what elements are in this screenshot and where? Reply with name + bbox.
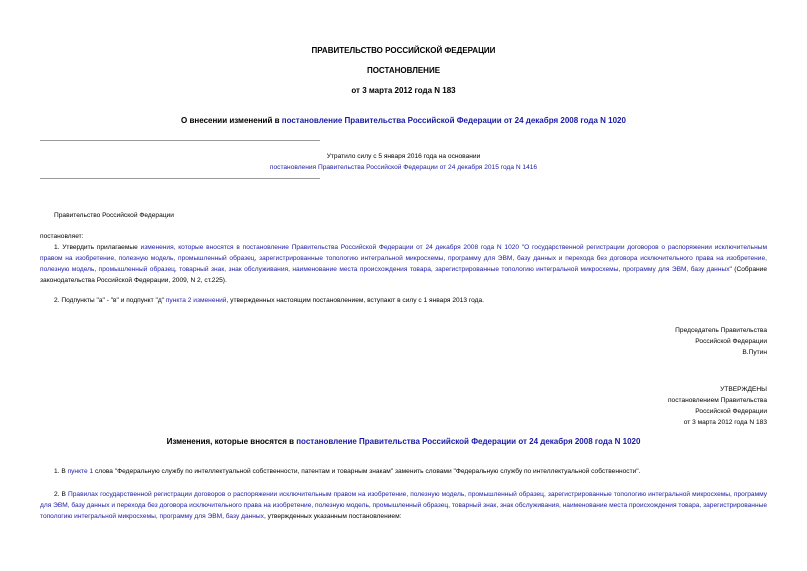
approval-line-3: Российской Федерации <box>695 408 767 415</box>
repeal-note: Утратило силу с 5 января 2016 года на основании <box>326 153 481 160</box>
signature-position: Председатель Правительства <box>675 327 767 334</box>
approval-block <box>467 384 767 428</box>
paragraph-1 <box>40 242 767 286</box>
changes-title-link[interactable]: постановление Правительства Российской Федерации от 24 декабря 2008 года N 1020 <box>296 437 641 446</box>
approval-label: УТВЕРЖДЕНЫ <box>720 386 767 393</box>
signature-name: В.Путин <box>742 349 767 356</box>
document-title <box>0 116 807 125</box>
government-heading: ПРАВИТЕЛЬСТВО РОССИЙСКОЙ ФЕДЕРАЦИИ <box>311 46 496 55</box>
government-subject: Правительство Российской Федерации <box>54 212 174 219</box>
approval-date: от 3 марта 2012 года N 183 <box>683 419 767 426</box>
repeal-note-source <box>0 164 807 171</box>
signature-country: Российской Федерации <box>695 338 767 345</box>
document-title-prefix: О внесении изменений в <box>181 116 282 125</box>
paragraph-2-start: 2. Подпункты "а" - "в" и подпункт "д" <box>54 297 166 304</box>
change-2 <box>40 489 767 522</box>
paragraph-1-start: 1. Утвердить прилагаемые <box>54 244 141 251</box>
changes-title <box>0 437 807 446</box>
paragraph-2-end: , утвержденных настоящим постановлением, вступают в силу с 1 января 2013 года. <box>226 297 484 304</box>
paragraph-2-link[interactable]: пункта 2 изменений <box>165 297 227 304</box>
repeal-source-link[interactable]: постановления Правительства Российской Федерации от 24 декабря 2015 года N 1416 <box>269 164 538 171</box>
divider-bottom <box>40 178 320 179</box>
signature-block <box>467 325 767 358</box>
document-date: от 3 марта 2012 года N 183 <box>351 86 456 95</box>
document-type: ПОСТАНОВЛЕНИЕ <box>366 66 441 75</box>
document-title-link[interactable]: постановление Правительства Российской Федерации от 24 декабря 2008 года N 1020 <box>281 116 626 125</box>
change-2-link[interactable]: Правилах государственной регистрации договоров о распоряжении исключительным правом на изобретение, полезную модель, промышленный образец, зарегистрированные топологию интегральной микросхемы, программу для ЭВМ, базу данных и перехода без договора исключительного права на изобретение, полезную модель, промышленный образец, товарный знак, знак обслуживания, наименование места происхождения товара, зарегистрированные топологию интегральной микросхемы, программу для ЭВМ, базу данных <box>40 491 768 520</box>
divider-top <box>40 140 320 141</box>
change-2-start: 2. В <box>54 491 68 498</box>
paragraph-1-end: " (Собрание законодательства Российской Федерации, 2009, N 2, ст.225). <box>40 266 768 284</box>
paragraph-1-link[interactable]: изменения, которые вносятся в постановление Правительства Российской Федерации от 24 декабря 2008 года N 1020 "О государственной регистрации договоров о распоряжении исключительным правом на изобретение, полезную модель, промышленный образец, зарегистрированные топологию интегральной микросхемы, программу для ЭВМ, базу данных и перехода без договора исключительного права на изобретение, полезную модель, промышленный образец, товарный знак, знак обслуживания, наименование места происхождения товара, зарегистрированные топологию интегральной микросхемы, программу для ЭВМ, базу данных <box>40 244 767 273</box>
approval-line-2: постановлением Правительства <box>667 397 767 404</box>
paragraph-2 <box>40 295 767 306</box>
change-1-start: 1. В <box>54 468 68 475</box>
changes-title-prefix: Изменения, которые вносятся в <box>166 437 297 446</box>
change-1-link[interactable]: пункте 1 <box>67 468 94 475</box>
change-1-end: слова "Федеральную службу по интеллектуальной собственности, патентам и товарным знакам" заменить словами "Федеральную службу по интеллектуальной собственности". <box>93 468 641 475</box>
change-2-end: , утвержденных указанным постановлением: <box>263 513 402 520</box>
decrees-word: постановляет: <box>40 233 84 240</box>
change-1 <box>40 466 767 477</box>
